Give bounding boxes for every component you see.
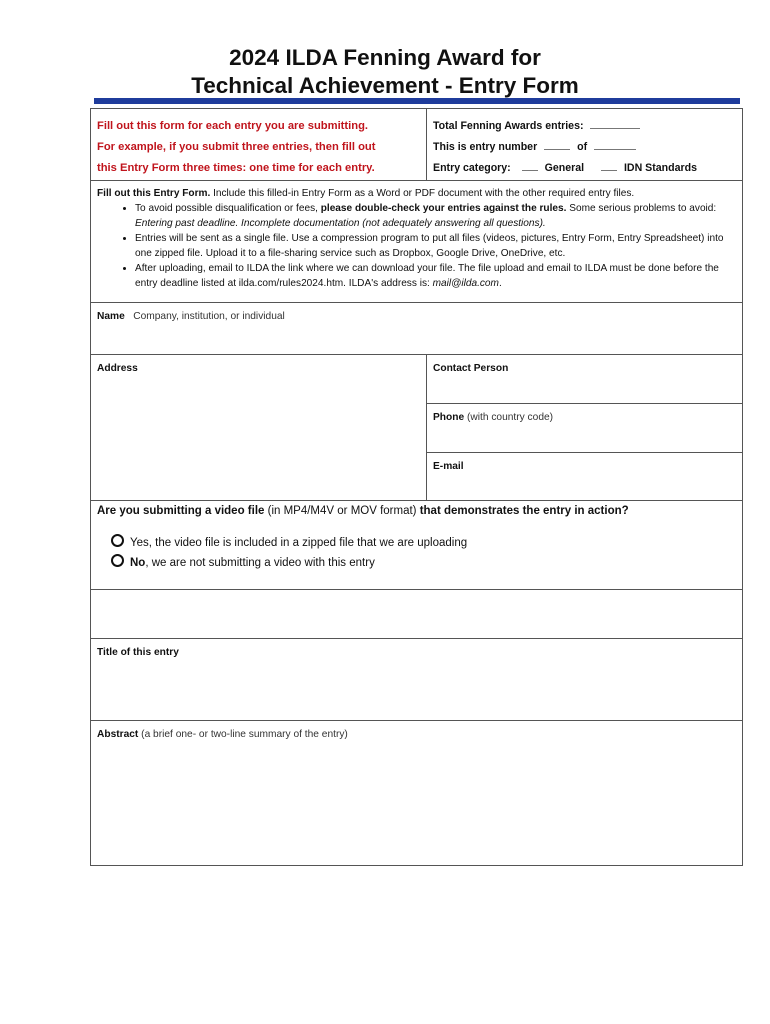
total-entries-line bbox=[433, 116, 742, 137]
idn-checkbox[interactable] bbox=[601, 161, 617, 171]
contact-person-field[interactable] bbox=[427, 355, 742, 404]
entry-total-field[interactable] bbox=[594, 140, 636, 150]
ilda-email-link[interactable]: mail@ilda.com bbox=[432, 278, 499, 289]
video-question-bold-1: Are you submitting a video file bbox=[97, 505, 265, 517]
entry-form bbox=[90, 108, 743, 866]
address-field[interactable] bbox=[91, 355, 427, 500]
instructions-row bbox=[91, 181, 742, 303]
name-hint: Company, institution, or individual bbox=[133, 311, 285, 322]
entry-category-line bbox=[433, 158, 742, 179]
email-label: E-mail bbox=[433, 461, 464, 472]
instruction-3-end: . bbox=[498, 278, 502, 289]
of-label: of bbox=[577, 141, 588, 153]
intro-line-1: Fill out this form for each entry you are submitting. bbox=[97, 120, 369, 132]
abstract-field[interactable] bbox=[91, 721, 742, 865]
entry-number-line bbox=[433, 137, 742, 158]
intro-row bbox=[91, 109, 742, 181]
instructions-list bbox=[97, 201, 734, 291]
instruction-1-bold: please double-check your entries against the rules. bbox=[320, 203, 567, 214]
video-yes-label: Yes, the video file is included in a zipped file that we are uploading bbox=[130, 537, 468, 549]
general-checkbox[interactable] bbox=[522, 161, 538, 171]
intro-line-3: this Entry Form three times: one time for each entry. bbox=[97, 162, 375, 174]
instruction-1-italic: Entering past deadline. Incomplete documentation (not adequately answering all questions). bbox=[135, 218, 546, 229]
video-question-mid: (in MP4/M4V or MOV format) bbox=[264, 505, 420, 517]
abstract-label: Abstract bbox=[97, 729, 139, 740]
entry-title-field[interactable] bbox=[91, 639, 742, 721]
video-yes-option[interactable] bbox=[91, 533, 742, 553]
abstract-hint: (a brief one- or two-line summary of the entry) bbox=[141, 729, 348, 740]
contact-person-label: Contact Person bbox=[433, 363, 509, 374]
phone-label: Phone bbox=[433, 412, 465, 423]
title-rule bbox=[94, 98, 740, 104]
radio-circle-icon[interactable] bbox=[111, 554, 124, 567]
video-no-option[interactable] bbox=[91, 553, 742, 573]
total-entries-label: Total Fenning Awards entries: bbox=[433, 120, 584, 132]
instruction-1-mid: Some serious problems to avoid: bbox=[566, 203, 717, 214]
entry-number-field[interactable] bbox=[544, 140, 570, 150]
contact-column bbox=[427, 355, 742, 500]
instruction-1-pre: To avoid possible disqualification or fees, bbox=[135, 203, 321, 214]
instruction-3-pre: After uploading, email to ILDA the link where we can download your file. The file upload and email to ILDA must be done before the entry deadline listed at ilda.com/rules2024.htm. ILDA's address is: bbox=[135, 263, 719, 289]
phone-hint: (with country code) bbox=[466, 412, 554, 423]
phone-field[interactable] bbox=[427, 404, 742, 453]
name-field[interactable] bbox=[91, 303, 742, 355]
instructions-lead-rest: Include this filled-in Entry Form as a Word or PDF document with the other required entry files. bbox=[210, 188, 635, 199]
title-line-2: Technical Achievement - Entry Form bbox=[191, 73, 579, 98]
video-no-bold: No bbox=[130, 557, 146, 569]
instructions-lead-bold: Fill out this Entry Form. bbox=[97, 188, 211, 199]
intro-line-2: For example, if you submit three entries, then fill out bbox=[97, 141, 376, 153]
name-label: Name bbox=[97, 311, 125, 322]
total-entries-field[interactable] bbox=[590, 119, 640, 129]
address-label: Address bbox=[97, 363, 138, 374]
entry-title-label: Title of this entry bbox=[97, 647, 179, 658]
page-title bbox=[0, 44, 770, 100]
instruction-item-2: • Entries will be sent as a single file. Use a compression program to put all files (videos, pictures, Entry Form, Entry Spreadsheet) into one zipped file. Upload it to a file-sharing service such as Dropbox, Google Drive, OneDrive, etc. bbox=[135, 231, 734, 261]
radio-circle-icon[interactable] bbox=[111, 534, 124, 547]
entry-stats bbox=[427, 109, 742, 180]
idn-label: IDN Standards bbox=[623, 162, 697, 174]
instruction-item-3 bbox=[135, 261, 734, 291]
video-question-bold-2: that demonstrates the entry in action? bbox=[419, 505, 629, 517]
entry-category-label: Entry category: bbox=[433, 162, 511, 174]
instruction-item-1 bbox=[135, 201, 734, 231]
email-field[interactable] bbox=[427, 453, 742, 500]
intro-text bbox=[91, 109, 427, 180]
address-contact-row bbox=[91, 355, 742, 501]
entry-number-label: This is entry number bbox=[433, 141, 538, 153]
video-question bbox=[91, 501, 742, 521]
blank-row bbox=[91, 590, 742, 639]
video-question-row bbox=[91, 501, 742, 590]
general-label: General bbox=[544, 162, 585, 174]
title-line-1: 2024 ILDA Fenning Award for bbox=[229, 45, 541, 70]
instructions-lead bbox=[97, 186, 734, 201]
video-no-rest: , we are not submitting a video with this entry bbox=[145, 557, 375, 569]
